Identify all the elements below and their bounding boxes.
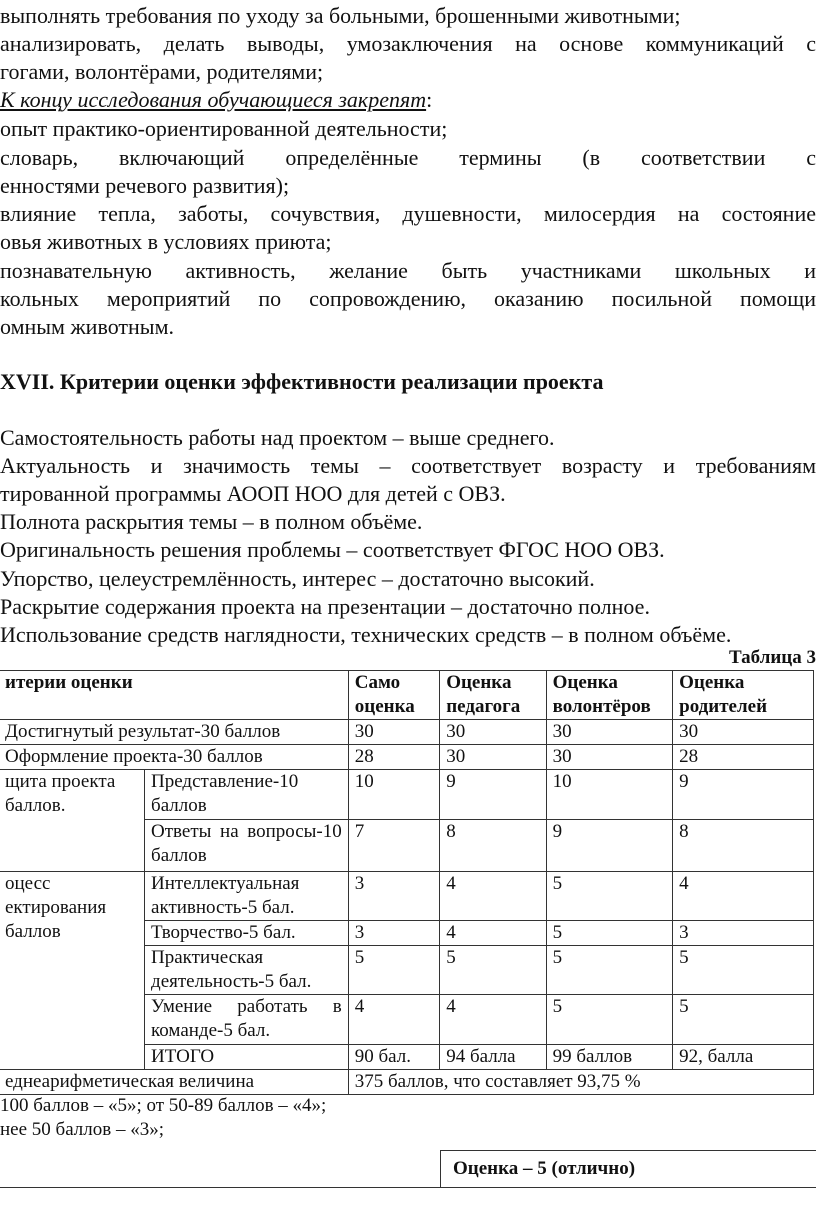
- cell: 30: [546, 745, 673, 770]
- row-label: Достигнутый результат-30 баллов: [0, 720, 348, 745]
- scale-line: нее 50 баллов – «3»;: [0, 1119, 165, 1140]
- cell: 7: [348, 820, 439, 872]
- row-label: Представление-10 баллов: [145, 770, 349, 820]
- cell: 5: [546, 921, 673, 946]
- row-label: Ответы на вопросы-10 баллов: [145, 820, 349, 872]
- cell: 30: [348, 720, 439, 745]
- cell: 28: [673, 745, 814, 770]
- list-item: омным животным.: [0, 314, 174, 339]
- scale-line: 100 баллов – «5»; от 50-89 баллов – «4»;: [0, 1095, 327, 1116]
- table-row: [0, 872, 814, 921]
- row-label: ИТОГО: [145, 1045, 349, 1070]
- header-teacher: Оценка педагога: [440, 671, 546, 720]
- evaluation-table: [0, 670, 814, 1095]
- cell: 28: [348, 745, 439, 770]
- table-row: [0, 770, 814, 820]
- cell: 10: [348, 770, 439, 820]
- row-label: Оформление проекта-30 баллов: [0, 745, 348, 770]
- average-row: [0, 1070, 814, 1095]
- list-item: влияние тепла, заботы, сочувствия, душевности, милосердия на состояние: [0, 201, 816, 226]
- final-grade: Оценка – 5 (отлично): [440, 1150, 816, 1187]
- criterion: Полнота раскрытия темы – в полном объёме.: [0, 509, 423, 534]
- cell: 4: [440, 872, 546, 921]
- result-intro: [0, 86, 432, 114]
- average-value: 375 баллов, что составляет 93,75 %: [348, 1070, 813, 1095]
- header-parents: Оценка родителей: [673, 671, 814, 720]
- list-item: гогами, волонтёрами, родителями;: [0, 59, 324, 84]
- list-item: енностями речевого развития);: [0, 173, 290, 198]
- cell: 10: [546, 770, 673, 820]
- cell: 4: [440, 995, 546, 1045]
- cell: 30: [440, 745, 546, 770]
- cell: 9: [440, 770, 546, 820]
- divider: [0, 1187, 816, 1188]
- list-item: овья животных в условиях приюта;: [0, 229, 332, 254]
- list-item: опыт практико-ориентированной деятельности;: [0, 116, 448, 141]
- cell: 9: [673, 770, 814, 820]
- header-volunteers: Оценка волонтёров: [546, 671, 673, 720]
- list-item: анализировать, делать выводы, умозаключения на основе коммуникаций с: [0, 31, 816, 56]
- header-criteria: итерии оценки: [0, 671, 348, 720]
- table-header-row: [0, 671, 814, 720]
- row-label: Интеллектуальная активность-5 бал.: [145, 872, 349, 921]
- section-title: XVII. Критерии оценки эффективности реализации проекта: [0, 369, 604, 394]
- table-caption: Таблица 3: [728, 647, 816, 668]
- table-row: [0, 720, 814, 745]
- list-item: выполнять требования по уходу за больными, брошенными животными;: [0, 3, 681, 28]
- cell: 5: [546, 995, 673, 1045]
- cell: 3: [348, 921, 439, 946]
- cell: 8: [440, 820, 546, 872]
- cell: 5: [348, 946, 439, 995]
- cell: 94 балла: [440, 1045, 546, 1070]
- list-item: словарь, включающий определённые термины (в соответствии с: [0, 145, 816, 170]
- row-label: Творчество-5 бал.: [145, 921, 349, 946]
- row-label: Умение работать в команде-5 бал.: [145, 995, 349, 1045]
- group-label: оцесс ектирования баллов: [0, 872, 145, 1070]
- criterion: Оригинальность решения проблемы – соответствует ФГОС НОО ОВЗ.: [0, 537, 665, 562]
- criterion: Использование средств наглядности, технических средств – в полном объёме.: [0, 622, 732, 647]
- header-self: Само оценка: [348, 671, 439, 720]
- cell: 90 бал.: [348, 1045, 439, 1070]
- criterion: Раскрытие содержания проекта на презентации – достаточно полное.: [0, 594, 650, 619]
- criterion: Упорство, целеустремлённость, интерес – достаточно высокий.: [0, 566, 595, 591]
- cell: 4: [348, 995, 439, 1045]
- average-label: еднеарифметическая величина: [0, 1070, 348, 1095]
- cell: 5: [546, 946, 673, 995]
- row-label: Практическая деятельность-5 бал.: [145, 946, 349, 995]
- colon: :: [426, 87, 433, 112]
- group-label: щита проекта баллов.: [0, 770, 145, 872]
- cell: 3: [673, 921, 814, 946]
- cell: 92, балла: [673, 1045, 814, 1070]
- cell: 9: [546, 820, 673, 872]
- cell: 5: [440, 946, 546, 995]
- cell: 30: [546, 720, 673, 745]
- result-intro-text: К концу исследования обучающиеся закрепят: [0, 87, 427, 112]
- cell: 99 баллов: [546, 1045, 673, 1070]
- cell: 4: [440, 921, 546, 946]
- cell: 5: [673, 946, 814, 995]
- cell: 3: [348, 872, 439, 921]
- cell: 5: [673, 995, 814, 1045]
- table-row: [0, 745, 814, 770]
- cell: 8: [673, 820, 814, 872]
- criterion: Актуальность и значимость темы – соответствует возрасту и требованиям: [0, 453, 816, 478]
- criterion: Самостоятельность работы над проектом – выше среднего.: [0, 425, 555, 450]
- cell: 4: [673, 872, 814, 921]
- list-item: познавательную активность, желание быть участниками школьных и: [0, 258, 816, 283]
- cell: 5: [546, 872, 673, 921]
- cell: 30: [440, 720, 546, 745]
- list-item: кольных мероприятий по сопровождению, оказанию посильной помощи: [0, 286, 816, 311]
- cell: 30: [673, 720, 814, 745]
- criterion: тированной программы АООП НОО для детей с ОВЗ.: [0, 481, 506, 506]
